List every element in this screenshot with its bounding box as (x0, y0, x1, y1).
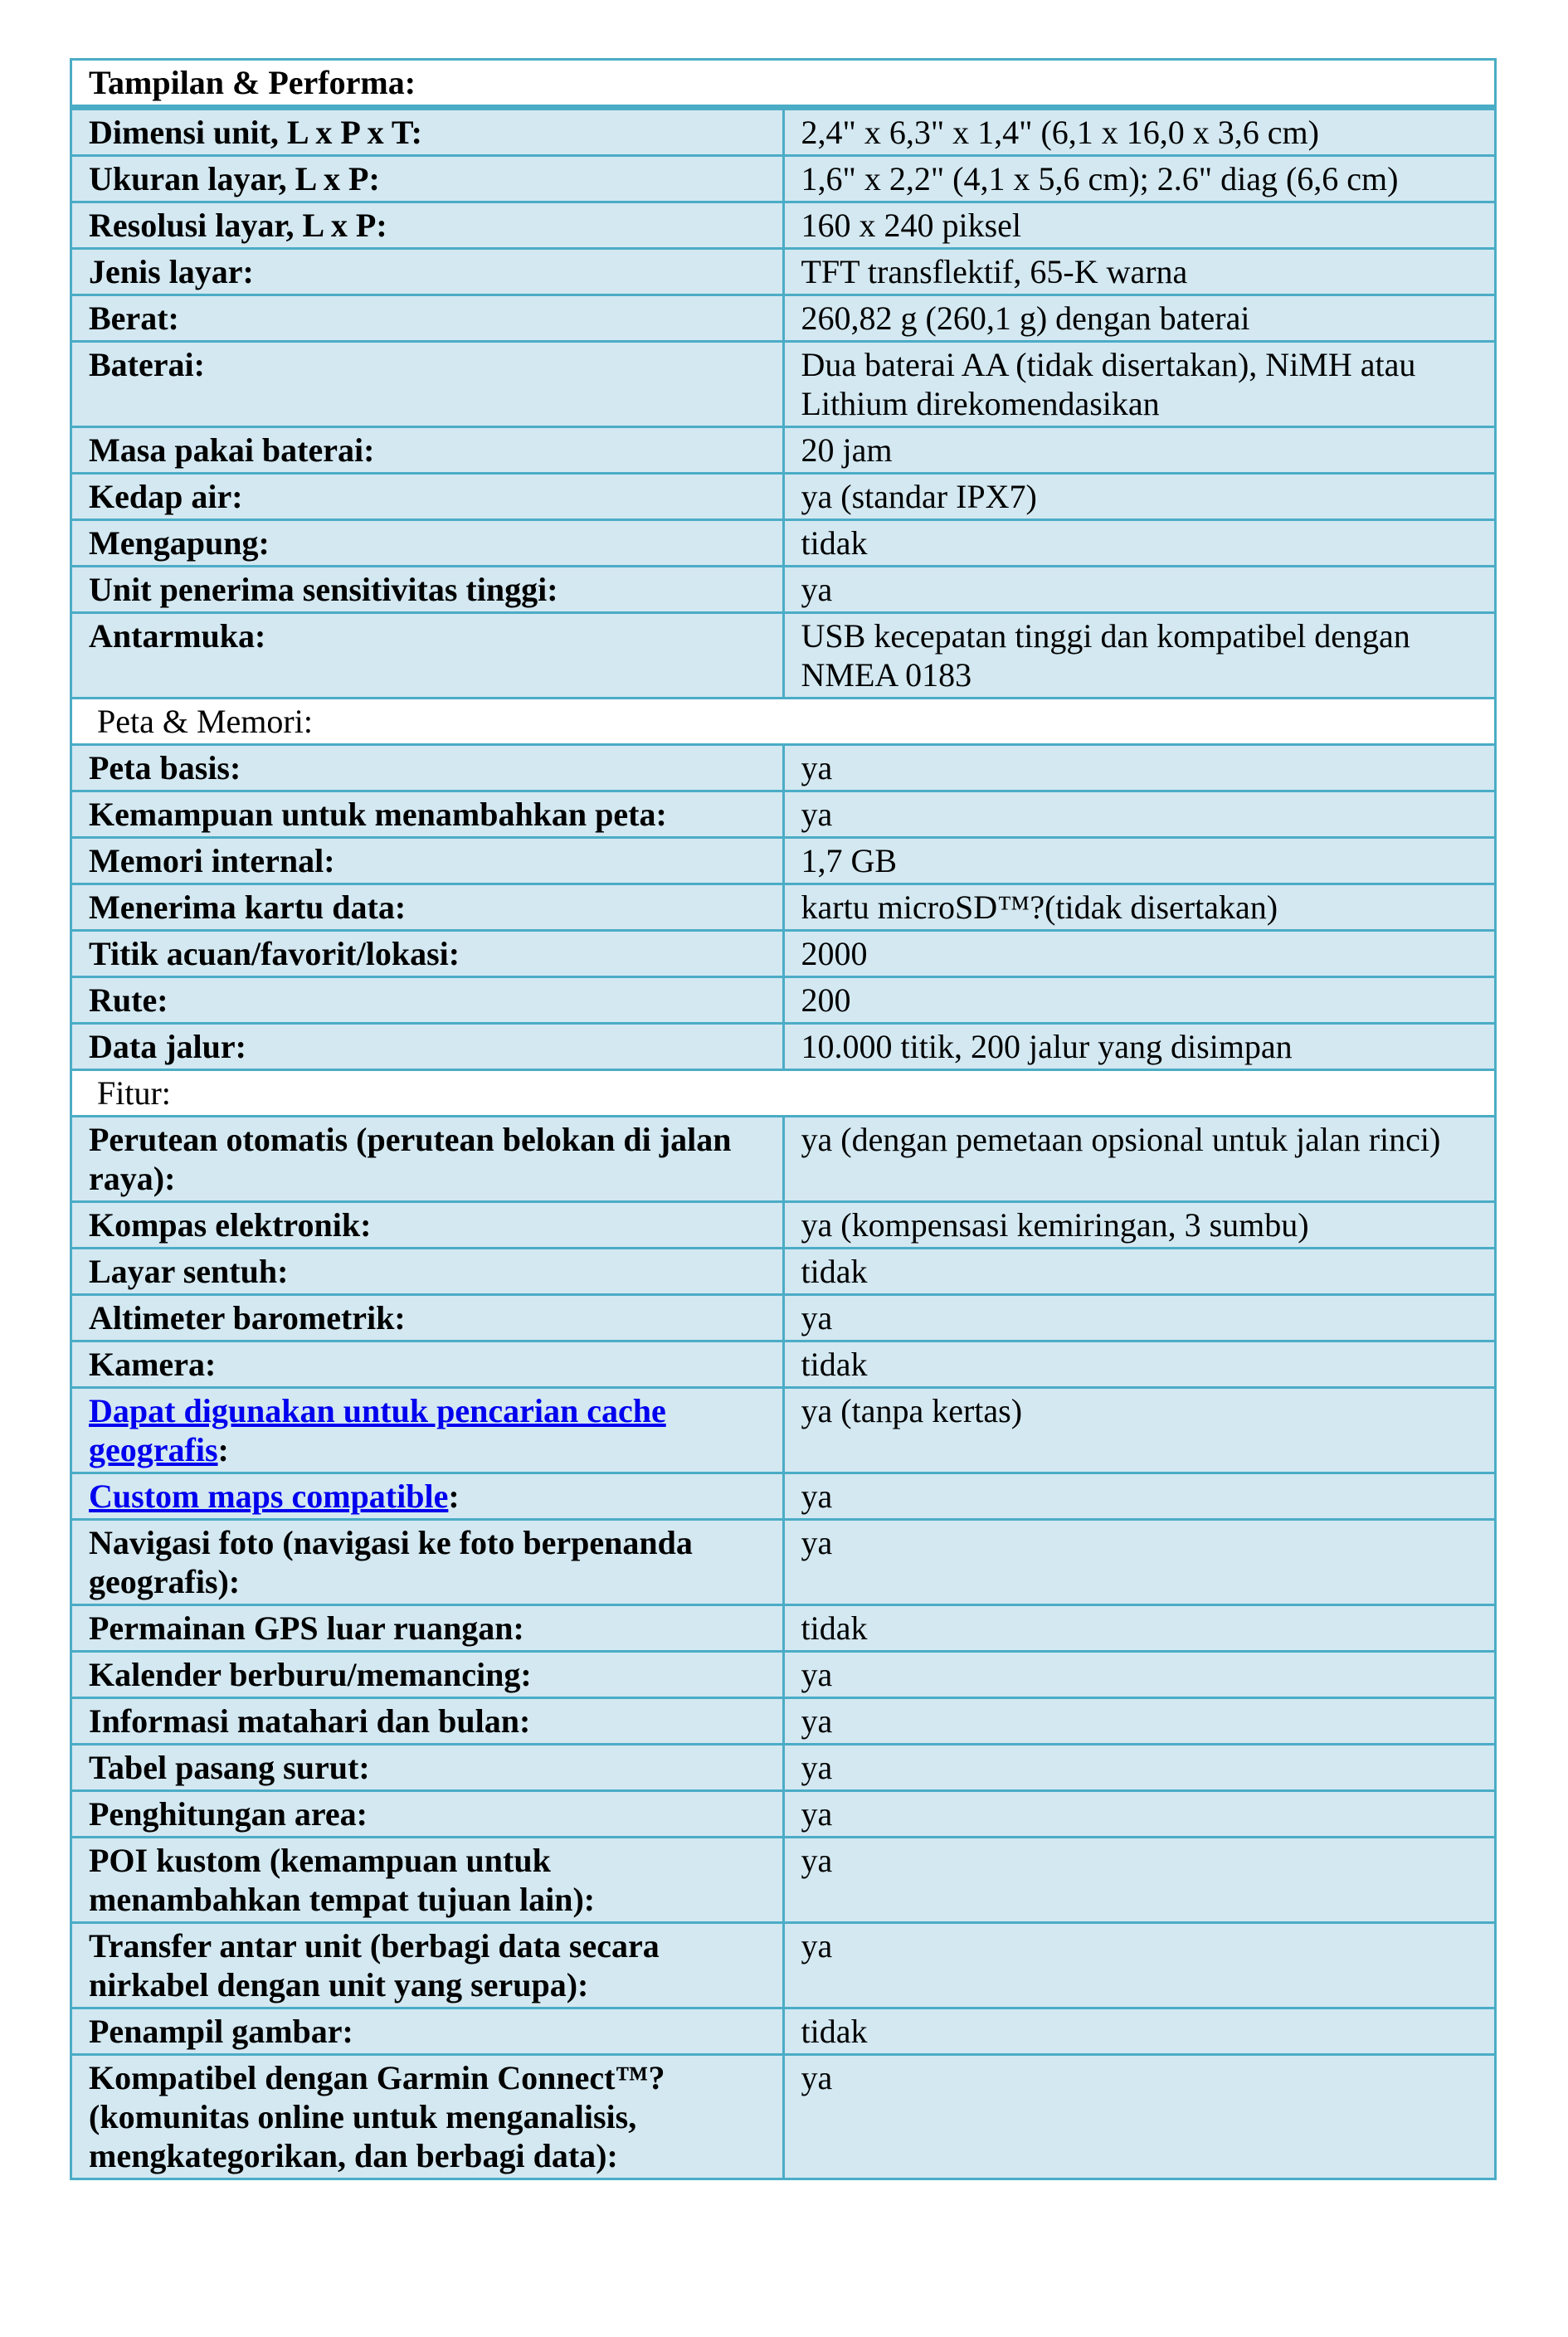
spec-label: Kompatibel dengan Garmin Connect™?(komunitas online untuk menganalisis, mengkategorikan, dan berbagi data): (71, 2055, 784, 2179)
spec-row (71, 108, 1496, 156)
spec-value: ya (783, 1698, 1496, 1745)
spec-value: tidak (783, 1341, 1496, 1388)
spec-value: ya (783, 745, 1496, 791)
spec-row (71, 884, 1496, 931)
spec-label: Penghitungan area: (71, 1791, 784, 1838)
spec-label: Rute: (71, 977, 784, 1024)
spec-value: ya (kompensasi kemiringan, 3 sumbu) (783, 1202, 1496, 1249)
spec-label: Titik acuan/favorit/lokasi: (71, 931, 784, 977)
spec-label: Tabel pasang surut: (71, 1745, 784, 1791)
spec-row (71, 2008, 1496, 2055)
spec-value: ya (783, 1295, 1496, 1341)
spec-value: ya (783, 1838, 1496, 1923)
spec-label-link[interactable]: Dapat digunakan untuk pencarian cache geografis (89, 1392, 666, 1468)
spec-row (71, 202, 1496, 249)
spec-row (71, 1024, 1496, 1070)
spec-label: Navigasi foto (navigasi ke foto berpenanda geografis): (71, 1520, 784, 1605)
spec-value: ya (783, 2055, 1496, 2179)
spec-row (71, 1652, 1496, 1698)
spec-row (71, 1745, 1496, 1791)
spec-value: 260,82 g (260,1 g) dengan baterai (783, 295, 1496, 342)
spec-row (71, 1605, 1496, 1652)
spec-value: 10.000 titik, 200 jalur yang disimpan (783, 1024, 1496, 1070)
spec-label: Kamera: (71, 1341, 784, 1388)
spec-value: 160 x 240 piksel (783, 202, 1496, 249)
spec-label-suffix: : (217, 1431, 229, 1468)
section-title: Peta & Memori: (71, 699, 1496, 745)
spec-label: Data jalur: (71, 1024, 784, 1070)
spec-value: USB kecepatan tinggi dan kompatibel dengan NMEA 0183 (783, 613, 1496, 699)
spec-value: ya (tanpa kertas) (783, 1388, 1496, 1473)
spec-value: TFT transflektif, 65-K warna (783, 249, 1496, 295)
spec-row (71, 1520, 1496, 1605)
spec-label: Masa pakai baterai: (71, 427, 784, 474)
section-header-row (71, 699, 1496, 745)
spec-label (71, 1388, 784, 1473)
section-header-row (71, 60, 1496, 108)
spec-value: 20 jam (783, 427, 1496, 474)
spec-row (71, 977, 1496, 1024)
spec-value: 1,6" x 2,2" (4,1 x 5,6 cm); 2.6" diag (6,6 cm) (783, 156, 1496, 202)
spec-row (71, 1295, 1496, 1341)
spec-row (71, 931, 1496, 977)
spec-row (71, 838, 1496, 884)
spec-value: kartu microSD™?(tidak disertakan) (783, 884, 1496, 931)
section-title: Fitur: (71, 1070, 1496, 1117)
spec-row (71, 474, 1496, 520)
spec-value: ya (783, 1652, 1496, 1698)
spec-row (71, 1923, 1496, 2008)
spec-row (71, 1838, 1496, 1923)
spec-row (71, 1698, 1496, 1745)
spec-label: Layar sentuh: (71, 1249, 784, 1295)
spec-label: Memori internal: (71, 838, 784, 884)
section-title: Tampilan & Performa: (71, 60, 1496, 108)
spec-value: ya (783, 1923, 1496, 2008)
spec-label-link[interactable]: Custom maps compatible (89, 1478, 449, 1515)
spec-row (71, 1791, 1496, 1838)
spec-label (71, 1473, 784, 1520)
spec-value: ya (783, 1520, 1496, 1605)
section-header-row (71, 1070, 1496, 1117)
spec-row (71, 613, 1496, 699)
spec-row (71, 1341, 1496, 1388)
spec-row (71, 249, 1496, 295)
spec-label: Kalender berburu/memancing: (71, 1652, 784, 1698)
spec-label: Peta basis: (71, 745, 784, 791)
spec-label: Kemampuan untuk menambahkan peta: (71, 791, 784, 838)
spec-value: ya (783, 791, 1496, 838)
spec-value: Dua baterai AA (tidak disertakan), NiMH atau Lithium direkomendasikan (783, 342, 1496, 427)
spec-value: tidak (783, 2008, 1496, 2055)
spec-value: tidak (783, 1249, 1496, 1295)
spec-label: Transfer antar unit (berbagi data secara nirkabel dengan unit yang serupa): (71, 1923, 784, 2008)
spec-label: Berat: (71, 295, 784, 342)
spec-label: Menerima kartu data: (71, 884, 784, 931)
spec-row (71, 1388, 1496, 1473)
spec-row (71, 295, 1496, 342)
spec-label: Jenis layar: (71, 249, 784, 295)
spec-label: Resolusi layar, L x P: (71, 202, 784, 249)
spec-label: Informasi matahari dan bulan: (71, 1698, 784, 1745)
spec-label: Kedap air: (71, 474, 784, 520)
spec-row (71, 1202, 1496, 1249)
spec-value: 2000 (783, 931, 1496, 977)
spec-value: ya (783, 567, 1496, 613)
spec-row (71, 567, 1496, 613)
spec-table (70, 58, 1497, 2180)
spec-value: 200 (783, 977, 1496, 1024)
spec-row (71, 791, 1496, 838)
spec-value: tidak (783, 1605, 1496, 1652)
spec-label: Baterai: (71, 342, 784, 427)
spec-label: Penampil gambar: (71, 2008, 784, 2055)
spec-label-suffix: : (448, 1478, 460, 1515)
spec-value: tidak (783, 520, 1496, 567)
spec-label: Altimeter barometrik: (71, 1295, 784, 1341)
spec-value: 1,7 GB (783, 838, 1496, 884)
spec-label: Permainan GPS luar ruangan: (71, 1605, 784, 1652)
spec-label: Perutean otomatis (perutean belokan di jalan raya): (71, 1117, 784, 1202)
spec-value: ya (783, 1791, 1496, 1838)
spec-label: POI kustom (kemampuan untuk menambahkan tempat tujuan lain): (71, 1838, 784, 1923)
spec-row (71, 1117, 1496, 1202)
spec-label: Ukuran layar, L x P: (71, 156, 784, 202)
spec-label: Mengapung: (71, 520, 784, 567)
spec-label: Dimensi unit, L x P x T: (71, 108, 784, 156)
spec-row (71, 342, 1496, 427)
spec-value: 2,4" x 6,3" x 1,4" (6,1 x 16,0 x 3,6 cm) (783, 108, 1496, 156)
spec-label: Unit penerima sensitivitas tinggi: (71, 567, 784, 613)
spec-label: Kompas elektronik: (71, 1202, 784, 1249)
spec-value: ya (783, 1745, 1496, 1791)
spec-row (71, 520, 1496, 567)
spec-row (71, 1473, 1496, 1520)
spec-table-body (71, 60, 1496, 2179)
spec-value: ya (standar IPX7) (783, 474, 1496, 520)
spec-row (71, 1249, 1496, 1295)
spec-row (71, 156, 1496, 202)
spec-row (71, 2055, 1496, 2179)
spec-value: ya (dengan pemetaan opsional untuk jalan rinci) (783, 1117, 1496, 1202)
spec-row (71, 745, 1496, 791)
spec-value: ya (783, 1473, 1496, 1520)
spec-row (71, 427, 1496, 474)
spec-label: Antarmuka: (71, 613, 784, 699)
